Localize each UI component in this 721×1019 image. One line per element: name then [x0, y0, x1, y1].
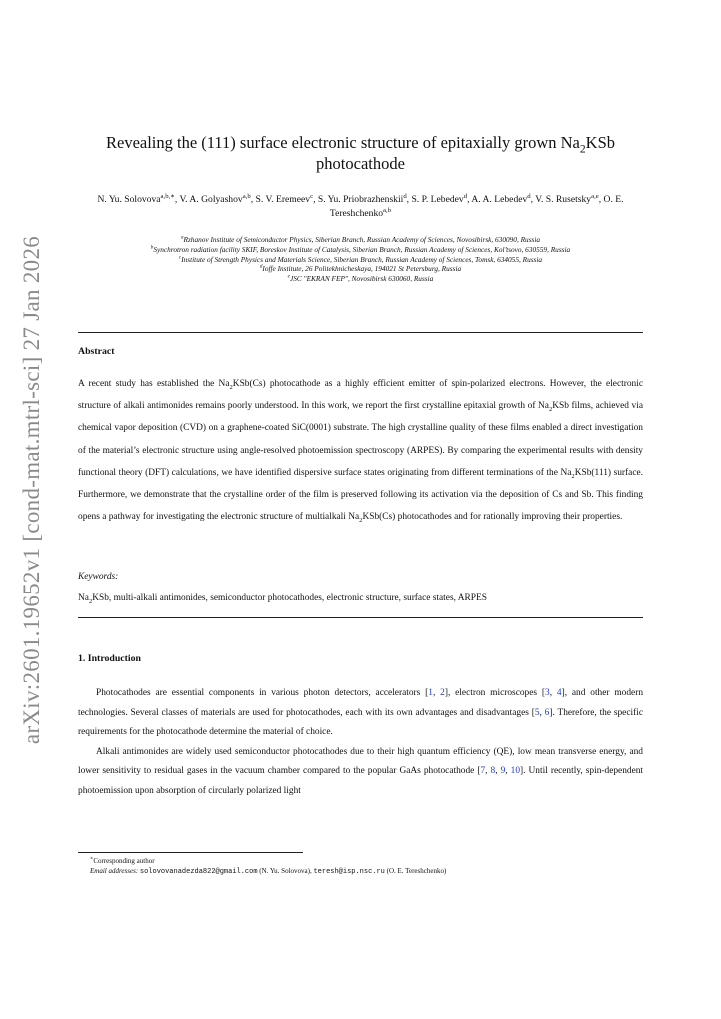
- email-link[interactable]: teresh@isp.nsc.ru: [313, 868, 385, 876]
- citation-link[interactable]: 7: [480, 766, 486, 777]
- affiliation-list: [78, 235, 643, 284]
- author: A. A. Lebedev$^d$,: [471, 192, 536, 205]
- arxiv-stamp: [12, 235, 52, 745]
- author: S. Yu. Priobrazhenskii$^d$,: [317, 192, 412, 205]
- citation-link[interactable]: 2: [440, 688, 445, 698]
- paragraph: Alkali antimonides are widely used semiconductor photocathodes due to their high quantum efficiency (QE), low mean transverse energy, and lower sensitivity to residual gases in the vacuum chamber compared to the popular GaAs photocathode [7, 8, 9, 10]. Until recently, spin-dependent photoemission upon absorption of circularly polarized light: [78, 746, 644, 796]
- footnotes: [90, 856, 650, 877]
- paragraph: Photocathodes are essential components in various photon detectors, accelerators [1, 2], electron microscopes [3, 4], and other modern technologies. Several classes of materials are used for photocathodes, each with its own advantages and disadvantages [5, 6]. Therefore, the specific requirements for the photocathode determine the material of choice.: [78, 688, 644, 738]
- footnote-divider: [78, 852, 303, 853]
- abstract-heading: Abstract: [78, 346, 115, 357]
- author: S. V. Eremeev$^c$,: [255, 192, 318, 205]
- citation-link[interactable]: 8: [490, 766, 496, 777]
- author: N. Yu. Solovova$^{a,b,∗}$,: [97, 192, 180, 205]
- citation-link[interactable]: 4: [556, 688, 562, 698]
- bottom-divider: [78, 617, 643, 618]
- abstract-body: A recent study has established the $Na_2KSb(Cs)$ photocathode as a highly efficient emitter of spin-polarized electrons. However, the electronic structure of alkali antimonides remains poorly understood. In this work, we report the first crystalline epitaxial growth of $Na_2KSb$ films, achieved via chemical vapor deposition (CVD) on a graphene-coated SiC(0001) substrate. The high crystalline quality of these films enabled a direct investigation of the material’s electronic structure using angle-resolved photoemission spectroscopy (ARPES). By comparing the experimental results with density functional theory (DFT) calculations, we have identified dispersive surface states originating from different terminations of the $Na_2KSb(111)$ surface. Furthermore, we demonstrate that the crystalline order of the film is preserved following its activation via the deposition of Cs and Sb. This finding opens a pathway for investigating the electronic structure of multialkali $Na_2KSb(Cs)$ photocathodes and for rationally improving their properties.: [78, 379, 643, 525]
- top-divider: [78, 332, 643, 333]
- arxiv-stamp-text: arXiv:2601.19652v1 [cond-mat.mtrl-sci] 27 Jan 2026: [19, 235, 45, 745]
- citation-link[interactable]: 9: [500, 766, 506, 777]
- affiliation: $^a$Rzhanov Institute of Semiconductor Physics, Siberian Branch, Russian Academy of Sciences, Novosibirsk, 630090, Russia: [180, 234, 541, 244]
- affiliation: $^b$Synchrotron radiation facility SKIF, Boreskov Institute of Catalysis, Siberian Branch, Russian Academy of Sciences, Kol’tsovo, 630559, Russia: [150, 244, 571, 254]
- citation-link[interactable]: 1: [428, 688, 433, 698]
- author: V. A. Golyashov$^{a,b}$,: [179, 192, 256, 205]
- author-list: [78, 193, 643, 221]
- author: S. P. Lebedev$^d$,: [411, 192, 472, 205]
- section-heading: 1. Introduction: [78, 653, 141, 664]
- affiliation: $^c$Institute of Strength Physics and Materials Science, Siberian Branch, Russian Academy of Sciences, Tomsk, 634055, Russia: [178, 254, 543, 264]
- affiliation: $^e$JSC "EKRAN FEP", Novosibirsk 630060, Russia: [287, 273, 434, 284]
- paper-title: Revealing the (111) surface electronic structure of epitaxially grown $Na_2KSb$ photocathode: [105, 133, 615, 173]
- introduction-body: [78, 684, 643, 802]
- author: V. S. Rusetsky$^{a,e}$,: [535, 192, 604, 205]
- affiliation: $^d$Ioffe Institute, 26 Politekhnicheskaya, 194021 St Petersburg, Russia: [259, 263, 462, 274]
- citation-link[interactable]: 5: [534, 707, 540, 718]
- citation-link[interactable]: 3: [545, 688, 550, 698]
- email-note: Email addresses: solovovanadezda822@gmail.com (N. Yu. Solovova), teresh@isp.nsc.ru (O. E. Tereshchenko): [90, 867, 447, 876]
- email-link[interactable]: solovovanadezda822@gmail.com: [139, 868, 258, 876]
- author: O. E. Tereshchenko$^{a,b}$: [329, 194, 624, 219]
- keywords: $Na_2KSb$, multi-alkali antimonides, semiconductor photocathodes, electronic structure, surface states, ARPES: [78, 593, 487, 605]
- citation-link[interactable]: 6: [544, 707, 550, 718]
- corresponding-author-note: ∗Corresponding author: [90, 856, 155, 865]
- citation-link[interactable]: 10: [510, 766, 521, 777]
- keywords-label: Keywords:: [78, 572, 119, 582]
